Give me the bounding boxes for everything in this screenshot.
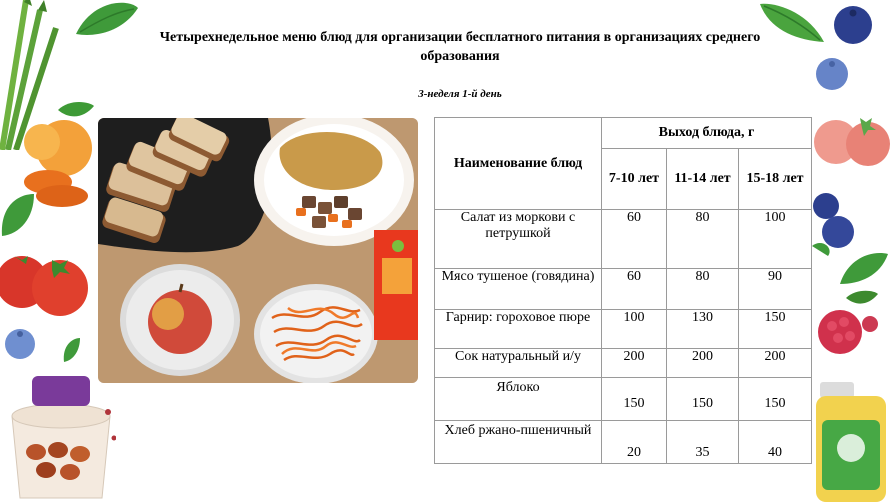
table-row <box>435 269 812 310</box>
leaf-icon <box>0 192 36 238</box>
yield-value: 100 <box>739 210 812 269</box>
blueberry-icon <box>812 190 856 256</box>
leaf-icon <box>72 0 142 38</box>
table-row <box>435 421 812 464</box>
page-title: Четырехнедельное меню блюд для организации бесплатного питания в организациях среднего образования <box>159 30 761 64</box>
meal-photo <box>98 118 418 383</box>
dish-name: Яблоко <box>435 378 602 421</box>
dessert-cup-icon <box>6 372 116 502</box>
yield-value: 20 <box>602 421 667 464</box>
page-subtitle: 3-неделя 1-й день <box>418 88 502 100</box>
blueberry-icon <box>832 4 874 46</box>
tomato-icon <box>812 106 890 176</box>
yield-value: 150 <box>666 378 738 421</box>
table-row <box>435 378 812 421</box>
yield-value: 90 <box>739 269 812 310</box>
dish-name: Сок натуральный и/у <box>435 349 602 378</box>
raspberry-icon <box>812 288 882 368</box>
blueberry-icon <box>814 56 850 92</box>
menu-table <box>434 117 812 464</box>
yield-value: 150 <box>739 310 812 349</box>
yield-value: 200 <box>666 349 738 378</box>
juice-bottle-icon <box>812 380 890 502</box>
table-row <box>435 310 812 349</box>
column-header-age: 7-10 лет <box>602 149 667 210</box>
yield-value: 40 <box>739 421 812 464</box>
dish-name: Хлеб ржано-пшеничный <box>435 421 602 464</box>
yield-value: 200 <box>739 349 812 378</box>
dish-name: Гарнир: гороховое пюре <box>435 310 602 349</box>
yield-value: 80 <box>666 269 738 310</box>
column-header-age: 15-18 лет <box>739 149 812 210</box>
yield-value: 80 <box>666 210 738 269</box>
table-row <box>435 349 812 378</box>
column-header-yield: Выход блюда, г <box>602 118 812 149</box>
yield-value: 200 <box>602 349 667 378</box>
yield-value: 60 <box>602 269 667 310</box>
blueberry-icon <box>4 326 36 362</box>
yield-value: 100 <box>602 310 667 349</box>
yield-value: 35 <box>666 421 738 464</box>
leaf-icon <box>62 336 82 364</box>
table-row <box>435 210 812 269</box>
table-header-row <box>435 118 812 149</box>
yield-value: 150 <box>739 378 812 421</box>
column-header-age: 11-14 лет <box>666 149 738 210</box>
column-header-dish: Наименование блюд <box>435 118 602 210</box>
tomato-icon <box>0 244 90 324</box>
leaf-icon <box>838 250 890 286</box>
yield-value: 130 <box>666 310 738 349</box>
dish-name: Салат из моркови с петрушкой <box>435 210 602 269</box>
dish-name: Мясо тушеное (говядина) <box>435 269 602 310</box>
yield-value: 60 <box>602 210 667 269</box>
yield-value: 150 <box>602 378 667 421</box>
